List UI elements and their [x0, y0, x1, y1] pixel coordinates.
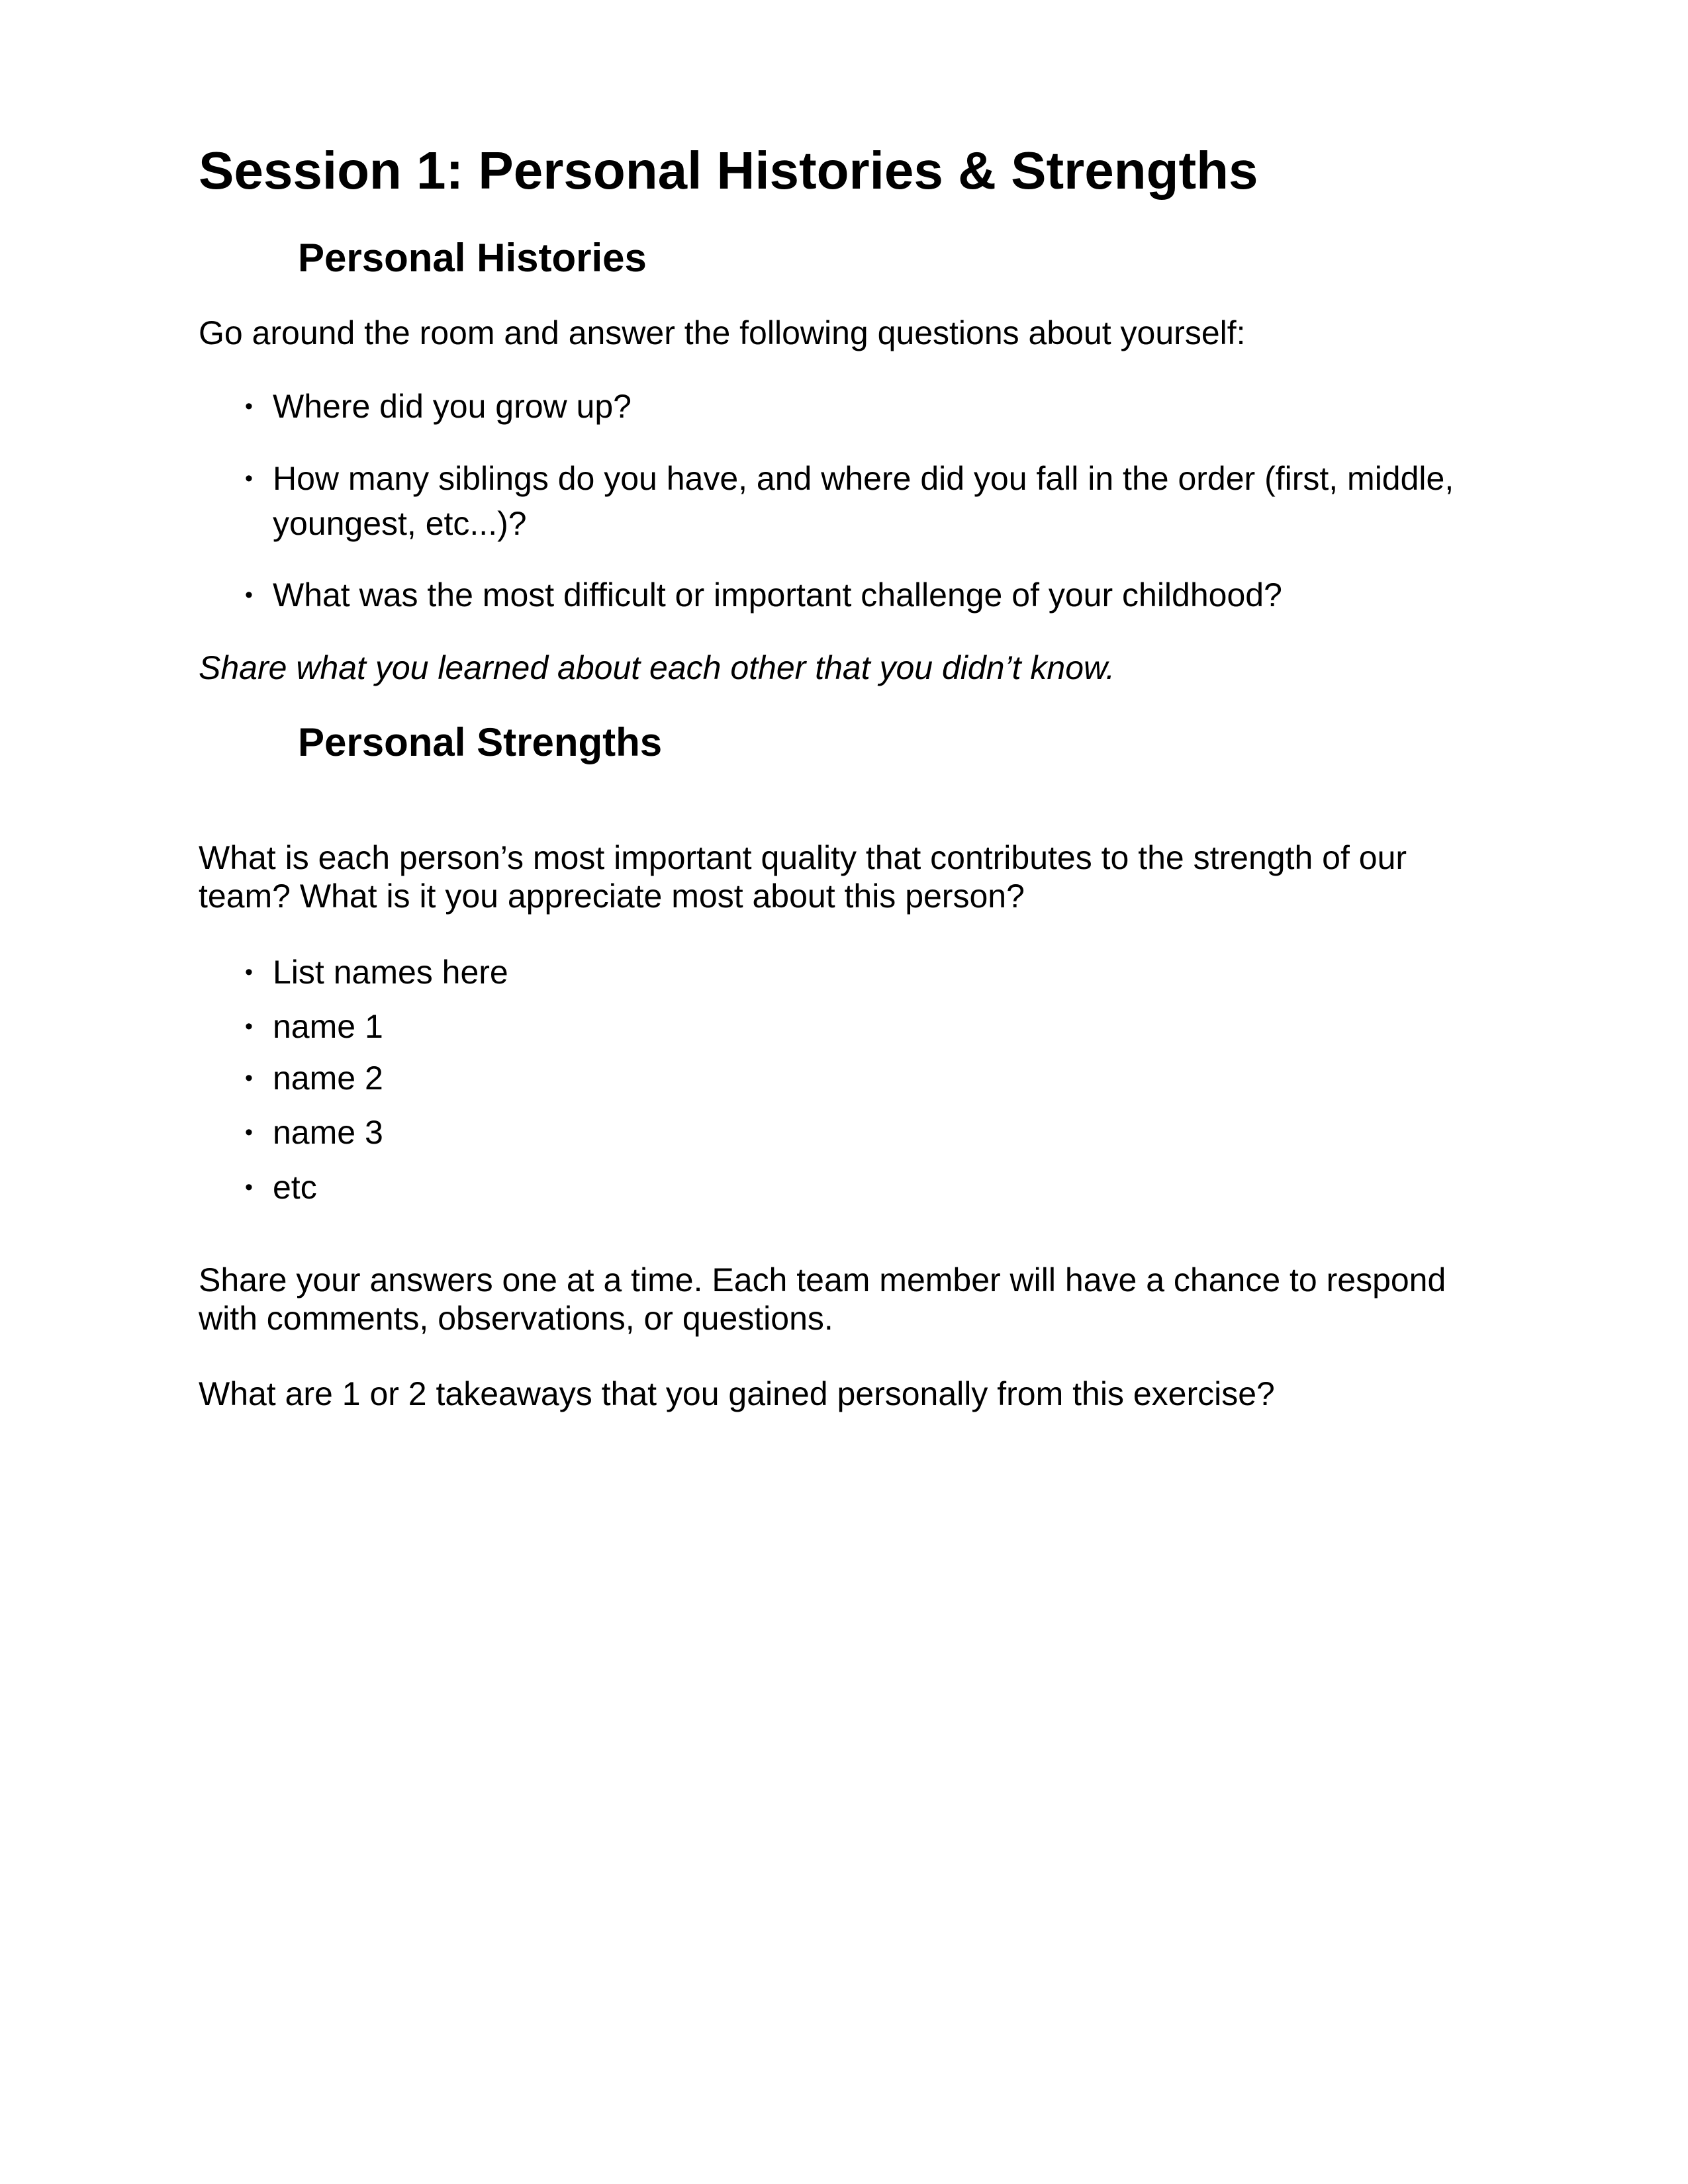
section-heading-personal-strengths: Personal Strengths	[298, 720, 663, 764]
strengths-intro: What is each person’s most important quality that contributes to the strength of our team? What is it you appreciate most about this person?	[199, 839, 1407, 915]
list-item	[245, 1056, 1476, 1101]
bullet-icon: •	[245, 1066, 253, 1091]
bullet-icon: •	[245, 582, 253, 608]
list-item	[245, 384, 1476, 429]
question-text: What was the most difficult or important challenge of your childhood?	[273, 576, 1282, 614]
list-item	[245, 950, 1476, 995]
section-heading-personal-histories: Personal Histories	[298, 236, 647, 280]
question-text: How many siblings do you have, and where did you fall in the order (first, middle, youngest, etc...)?	[273, 460, 1454, 542]
name-entry: List names here	[273, 954, 508, 991]
list-item	[245, 456, 1476, 546]
name-entry: name 3	[273, 1114, 383, 1151]
bullet-icon: •	[245, 960, 253, 985]
name-entry: etc	[273, 1169, 317, 1206]
list-item	[245, 1110, 1476, 1155]
name-entry: name 1	[273, 1008, 383, 1045]
takeaways-question: What are 1 or 2 takeaways that you gained personally from this exercise?	[199, 1375, 1275, 1412]
name-entry: name 2	[273, 1060, 383, 1097]
bullet-icon: •	[245, 1175, 253, 1200]
document-page	[199, 0, 1489, 2184]
question-text: Where did you grow up?	[273, 388, 632, 425]
histories-intro: Go around the room and answer the following questions about yourself:	[199, 314, 1246, 351]
list-item	[245, 1165, 1476, 1210]
list-item	[245, 572, 1476, 617]
bullet-icon: •	[245, 1014, 253, 1039]
histories-share-note: Share what you learned about each other that you didn’t know.	[199, 649, 1115, 686]
bullet-icon: •	[245, 394, 253, 419]
strengths-share-instructions: Share your answers one at a time. Each team member will have a chance to respond with comments, observations, or questions.	[199, 1261, 1446, 1337]
page-title: Session 1: Personal Histories & Strengths	[199, 141, 1258, 200]
list-item	[245, 1004, 1476, 1049]
bullet-icon: •	[245, 1120, 253, 1145]
bullet-icon: •	[245, 466, 253, 491]
